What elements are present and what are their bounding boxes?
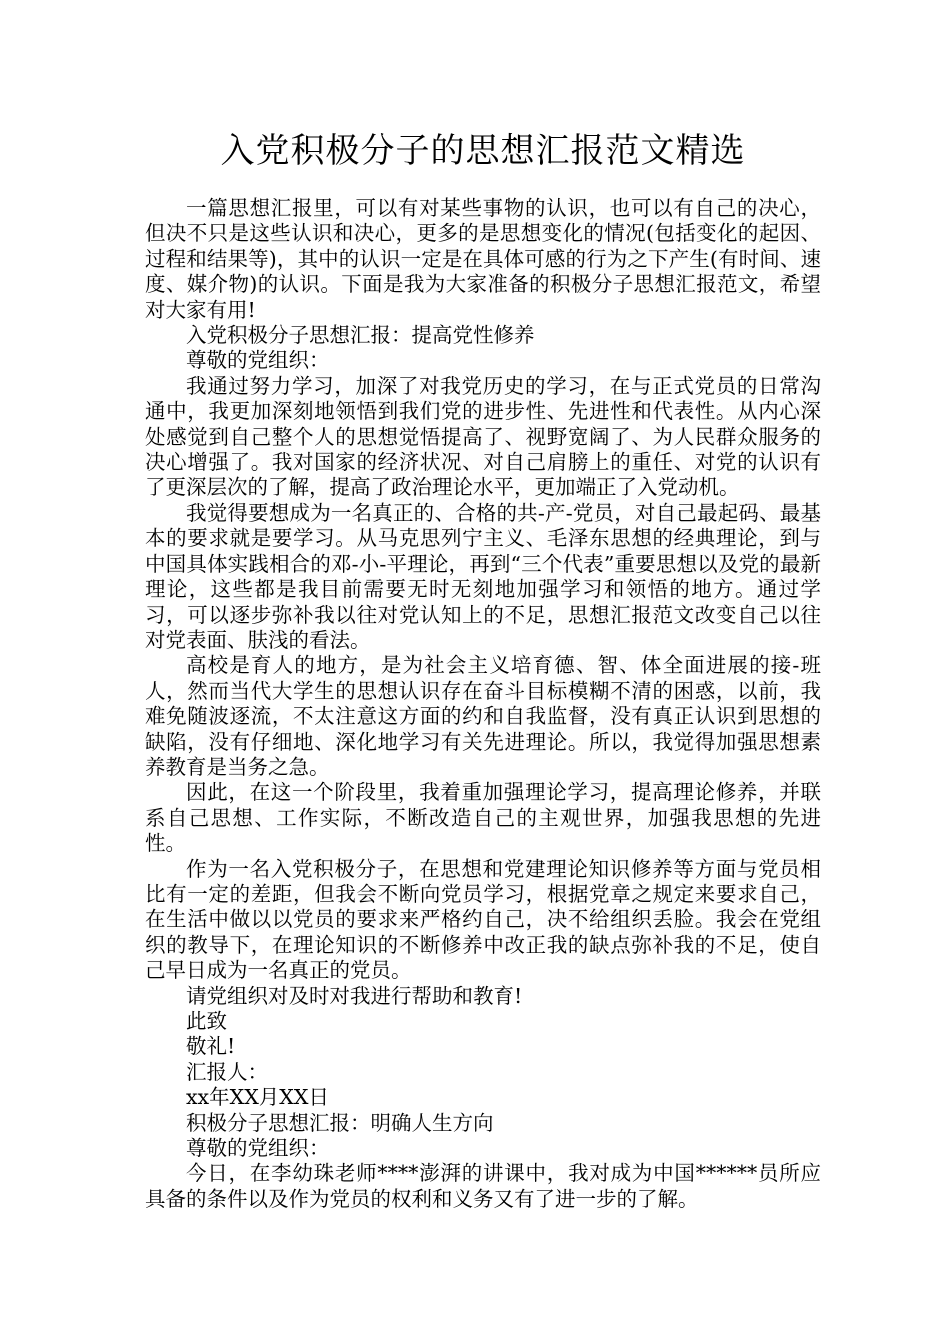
report-date: xx年XX月XX日 bbox=[186, 1085, 329, 1110]
salutation-2: 尊敬的党组织： bbox=[186, 1136, 330, 1161]
paragraph: 高校是育人的地方，是为社会主义培育德、智、体全面进展的接-班人，然而当代大学生的思想认识存在奋斗目标模糊不清的困惑，以前，我难免随波逐流，不太注意这方面的约和自我监督，没有真正认识到思想的缺陷，没有仔细地、深化地学习有关先进理论。所以，我觉得加强思想素养教育是当务之急。 bbox=[145, 653, 821, 779]
paragraph: 今日，在李幼珠老师****澎湃的讲课中，我对成为中国******员所应具备的条件以及作为党员的权利和义务又有了进一步的了解。 bbox=[145, 1161, 821, 1211]
closing-request: 请党组织对及时对我进行帮助和教育! bbox=[186, 983, 523, 1008]
document-body bbox=[145, 196, 821, 1212]
closing-jingli: 敬礼! bbox=[186, 1034, 236, 1059]
closing-cizhi: 此致 bbox=[186, 1009, 227, 1033]
section-heading-2: 积极分子思想汇报：明确人生方向 bbox=[186, 1110, 494, 1135]
paragraph-intro: 一篇思想汇报里，可以有对某些事物的认识，也可以有自己的决心，但决不只是这些认识和决心，更多的是思想变化的情况(包括变化的起因、过程和结果等)，其中的认识一定是在具体可感的行为之下产生(有时间、速度、媒介物)的认识。下面是我为大家准备的积极分子思想汇报范文，希望对大家有用! bbox=[145, 196, 821, 322]
paragraph: 作为一名入党积极分子，在思想和党建理论知识修养等方面与党员相比有一定的差距，但我会不断向党员学习，根据党章之规定来要求自己，在生活中做以以党员的要求来严格约自己，决不给组织丢脸。我会在党组织的教导下，在理论知识的不断修养中改正我的缺点弥补我的不足，使自己早日成为一名真正的党员。 bbox=[145, 856, 821, 983]
section-heading-1: 入党积极分子思想汇报：提高党性修养 bbox=[186, 323, 535, 348]
salutation-1: 尊敬的党组织： bbox=[186, 348, 330, 373]
reporter-label: 汇报人： bbox=[186, 1059, 268, 1084]
paragraph: 我通过努力学习，加深了对我党历史的学习，在与正式党员的日常沟通中，我更加深刻地领悟到我们党的进步性、先进性和代表性。从内心深处感觉到自己整个人的思想觉悟提高了、视野宽阔了、为人民群众服务的决心增强了。我对国家的经济状况、对自己肩膀上的重任、对党的认识有了更深层次的了解，提高了政治理论水平，更加端正了入党动机。 bbox=[145, 373, 821, 500]
document-page bbox=[145, 128, 821, 1212]
paragraph: 因此，在这一个阶段里，我着重加强理论学习，提高理论修养，并联系自己思想、工作实际，不断改造自己的主观世界，加强我思想的先进性。 bbox=[145, 780, 821, 856]
paragraph: 我觉得要想成为一名真正的、合格的共-产-党员，对自己最起码、最基本的要求就是要学习。从马克思列宁主义、毛泽东思想的经典理论，到与中国具体实践相合的邓-小-平理论，再到“三个代表”重要思想以及党的最新理论，这些都是我目前需要无时无刻地加强学习和领悟的地方。通过学习，可以逐步弥补我以往对党认知上的不足，思想汇报范文改变自己以往对党表面、肤浅的看法。 bbox=[145, 500, 821, 652]
document-title: 入党积极分子的思想汇报范文精选 bbox=[220, 131, 746, 171]
